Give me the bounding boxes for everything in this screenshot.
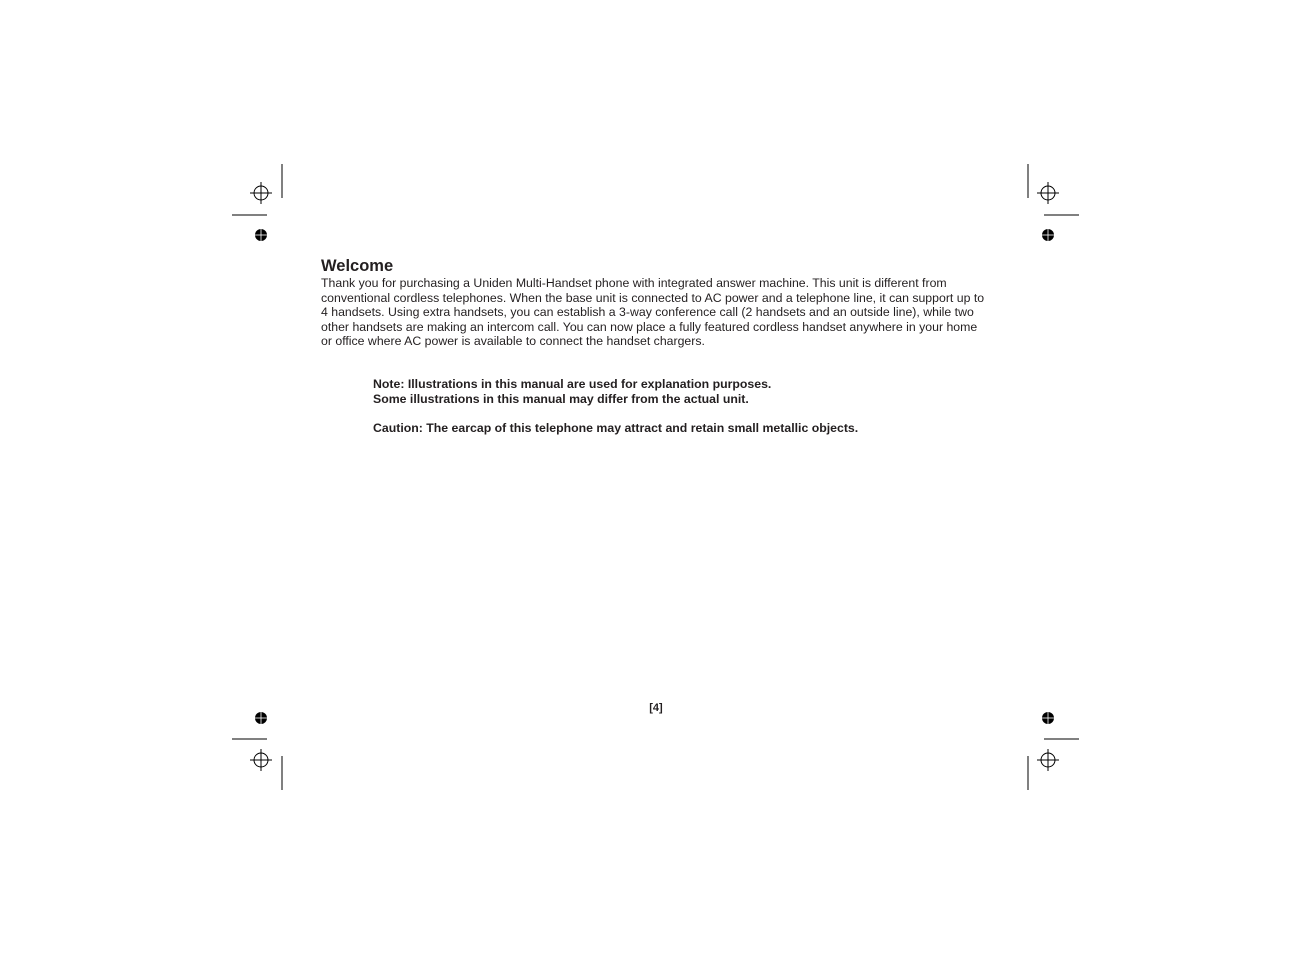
registration-mark-top-left — [250, 182, 272, 204]
page-number: [4] — [649, 702, 663, 714]
section-heading: Welcome — [321, 257, 394, 275]
caution-text: Caution: The earcap of this telephone may attract and retain small metallic objects. — [373, 420, 859, 435]
registration-mark-bottom-left — [250, 749, 272, 771]
notes-block — [373, 377, 973, 435]
registration-mark-bottom-right — [1037, 749, 1059, 771]
intro-paragraph: Thank you for purchasing a Uniden Multi-Handset phone with integrated answer machine. This unit is different from conventional cordless telephones. When the base unit is connected to AC power and a telephone line, it can support up to 4 handsets. Using extra handsets, you can establish a 3-way conference call (2 handsets and an outside line), while two other handsets are making an intercom call. You can now place a fully featured cordless handset anywhere in your home or office where AC power is available to connect the handset chargers. — [321, 276, 985, 349]
note-line-1: Note: Illustrations in this manual are used for explanation purposes. — [373, 377, 772, 391]
note-line-2: Some illustrations in this manual may differ from the actual unit. — [373, 391, 749, 406]
registration-mark-top-right — [1037, 182, 1059, 204]
welcome-section — [321, 256, 989, 349]
